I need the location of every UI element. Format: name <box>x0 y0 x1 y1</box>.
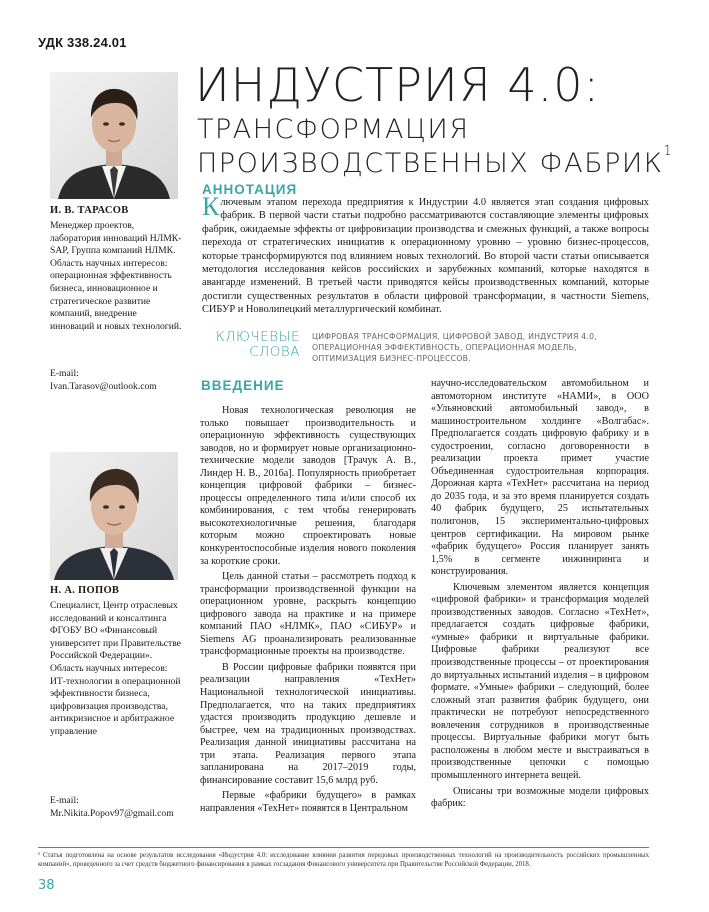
author-description-popov: Специалист, Центр отраслевых исследований и консалтинга ФГОБУ ВО «Финансовый университет при Правительстве Российской Федерации». Область научных интересов: ИТ-технологии в операционной эффективности бизнеса, цифровизация производства, антикризисное и арбитражное управление <box>50 600 181 737</box>
body-column-left <box>200 405 416 819</box>
annotation-heading: АННОТАЦИЯ <box>202 182 298 197</box>
paragraph: В России цифровые фабрики появятся при реализации направления «ТехНет» Национальной технологической инициативы. Предполагается, что на таких предприятиях удастся производить продукцию дешевле и быстрее, чем на традиционных производствах. Реализация данной инициативы рассчитана на три этапа. Реализация первого этапа запланирована на 2017–2019 годы, финансирование составит 15,6 млрд руб. <box>200 661 416 786</box>
email-block-tarasov <box>50 368 190 393</box>
paragraph: Новая технологическая революция не только повышает производительность и операционную эффективность существующих заводов, но и формирует новые организационно-технические модели заводов [Трачук А. В., Линдер Н. В., 2016а]. Популярность приобретает концепция цифровой фабрики – бизнес-процессы определенного типа и/или способ их комбинирования, с тем чтобы генерировать высокотехнологичные решения, благодаря которым можно спроектировать новые конкурентоспособные изделия нового поколения за короткие сроки. <box>200 405 416 567</box>
page-number: 38 <box>38 878 55 893</box>
author-description-tarasov: Менеджер проектов, лаборатория инноваций НЛМК-SAP, Группа компаний НЛМК. Область научных интересов: операционная эффективность бизнеса, инновационное и стратегическое развитие компаний, внедрение инноваций и новых технологий. <box>50 220 182 332</box>
email-block-popov <box>50 795 190 820</box>
paragraph: Первые «фабрики будущего» в рамках направления «ТехНет» появятся в Центральном <box>200 790 416 814</box>
paragraph: Цель данной статьи – рассмотреть подход к трансформации производственной функции на операционном уровне, раскрыть концепцию цифрового завода на практике и на примере компаний ПАО «НЛМК», ПАО «СИБУР» и Siemens AG проанализировать реализованные трансформационные проекты на производстве. <box>200 571 416 658</box>
keywords-text: ЦИФРОВАЯ ТРАНСФОРМАЦИЯ, ЦИФРОВОЙ ЗАВОД, ИНДУСТРИЯ 4.0, ОПЕРАЦИОННАЯ ЭФФЕКТИВНОСТЬ, ОПЕРАЦИОННАЯ МОДЕЛЬ, ОПТИМИЗАЦИЯ БИЗНЕС-ПРОЦЕССОВ. <box>312 332 597 363</box>
email-link-tarasov[interactable]: Ivan.Tarasov@outlook.com <box>50 380 157 392</box>
paragraph: Описаны три возможные модели цифровых фабрик: <box>431 785 649 810</box>
paragraph: научно-исследовательском автомобильном и автомоторном институте «НАМИ», в ООО «Ульяновский автомобильный завод», в машиностроительном холдинге «Волгабас». Предполагается создать цифровую фабрику и в судостроении, согласно договоренности в реализации проекта примет участие Объединенная судостроительная корпорация. Дорожная карта «ТехНет» рассчитана на период до 2035 года, и за это время планируется создать 40 фабрик будущего, 25 испытательных полигонов, 15 экспериментально-цифровых центров сертификации. На мировом рынке «фабрик будущего» Россия планирует занять 1,5% в сегменте инжиниринга и конструирования. <box>431 378 649 578</box>
keywords-label <box>200 330 300 360</box>
email-link-popov[interactable]: Mr.Nikita.Popov97@gmail.com <box>50 807 174 819</box>
email-label: E-mail: <box>50 795 79 806</box>
title-line-3 <box>197 144 672 179</box>
paragraph: Ключевым элементом является концепция «цифровой фабрики» и трансформация моделей производственных заводов. Согласно «ТехНет», предлагается создать цифровые фабрики, «умные» фабрики и виртуальные фабрики. Цифровые фабрики реализуют все производственные процессы – от проектирования до виртуальных испытаний изделия – в цифровом формате. «Умные» фабрики – следующий, более сложный этап развития фабрик будущего, они практически не потребуют непосредственного вовлечения сотрудников в производственные процессы. Виртуальные фабрики могут быть расположены в любом месте и выстраиваться в производственные цепочки с помощью промышленного интернета вещей. <box>431 581 649 781</box>
footnote: ¹ Статья подготовлена на основе результатов исследования «Индустрия 4.0: исследование влияния развития передовых производственных технологий на производительность российских промышленных компаний», проведенного за счет средств бюджетного финансирования в рамках госзадания Финансового университета при Правительстве Российской Федерации, 2018. <box>38 852 649 868</box>
body-column-right <box>431 378 649 814</box>
title-footnote-mark[interactable]: 1 <box>663 144 672 159</box>
author-name-tarasov: И. В. ТАРАСОВ <box>50 205 129 216</box>
footnote-divider <box>38 847 649 848</box>
author-name-popov: Н. А. ПОПОВ <box>50 585 120 596</box>
title-line-2: ТРАНСФОРМАЦИЯ <box>197 114 470 145</box>
email-label: E-mail: <box>50 368 79 379</box>
keywords-label-line-2: СЛОВА <box>249 344 300 360</box>
annotation-dropcap: К <box>202 192 220 221</box>
author-photo-tarasov <box>50 72 178 199</box>
annotation-text <box>202 192 649 317</box>
title-line-1: ИНДУСТРИЯ 4.0: <box>195 58 600 112</box>
annotation-body: лючевым этапом перехода предприятия к Индустрии 4.0 является этап создания цифровых фабрик. В первой части статьи подробно рассматриваются составляющие элементы цифровых фабрик, ожидаемые эффекты от цифровизации производства и смежных функций, а также вопросы перехода от стратегических инициатив к операционному уровню – уровню бизнес-процессов, которые трансформируются под влиянием новых технологий. Во второй части статьи описывается методология исследования кейсов российских и зарубежных компаний, которые находятся в авангарде изменений. В третьей части приводятся кейсы производственных компаний, которые достигли существенных результатов в области цифровой трансформации, в частности Siemens, СИБУР и Новолипецкий металлургический комбинат. <box>202 197 649 316</box>
keywords-label-line-1: КЛЮЧЕВЫЕ <box>215 329 300 345</box>
title-line-3-text: ПРОИЗВОДСТВЕННЫХ ФАБРИК <box>197 148 664 179</box>
author-photo-popov <box>50 452 178 580</box>
introduction-heading: ВВЕДЕНИЕ <box>201 378 285 393</box>
udk-code: УДК 338.24.01 <box>38 35 127 50</box>
